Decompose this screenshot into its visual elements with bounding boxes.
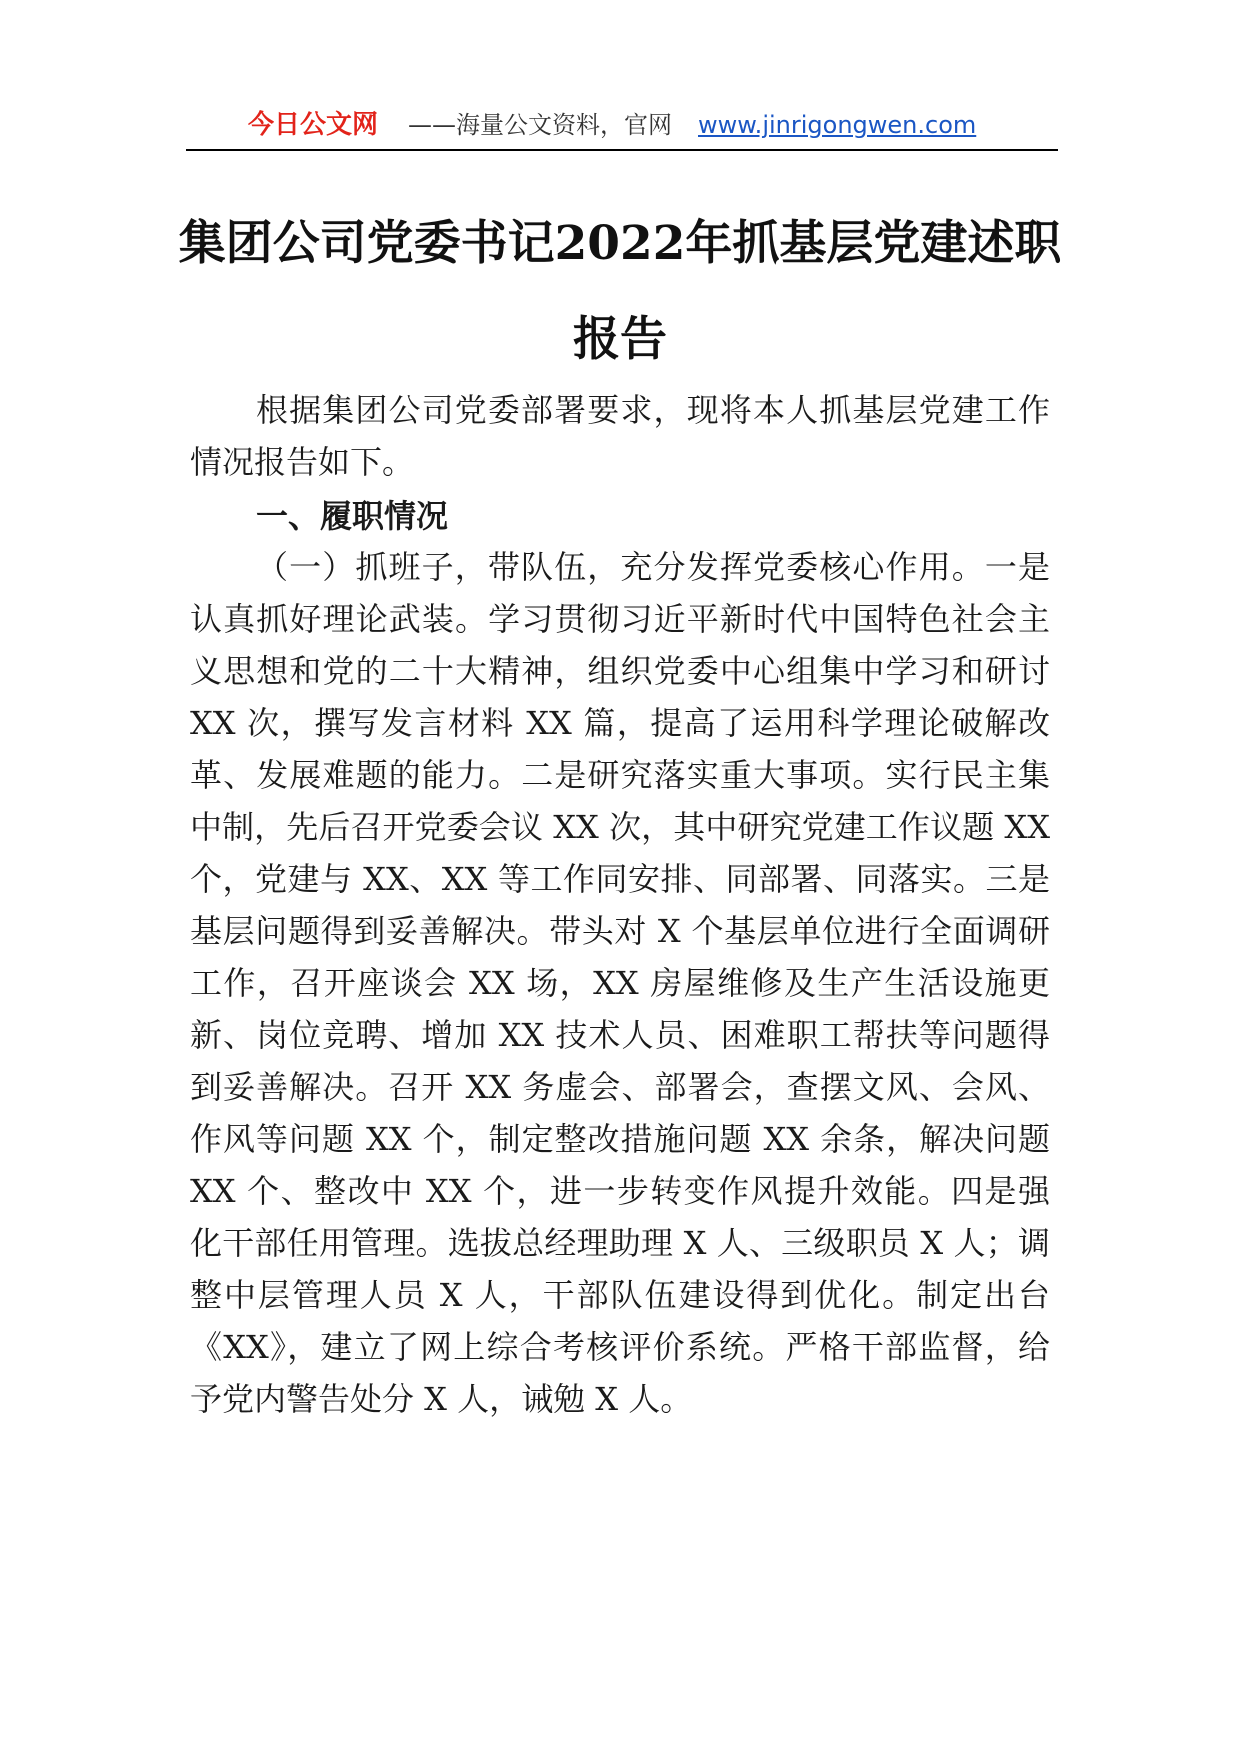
document-title: 集团公司党委书记2022年抓基层党建述职 [178,216,1062,271]
site-name: 今日公文网 [248,110,379,140]
body-line: 个，党建与 XX、XX 等工作同安排、同部署、同落实。三是 [190,860,1050,898]
body-line: （一）抓班子，带队伍，充分发挥党委核心作用。一是 [256,548,1050,586]
body-line: 新、岗位竞聘、增加 XX 技术人员、困难职工帮扶等问题得 [190,1016,1050,1054]
body-line: 工作，召开座谈会 XX 场，XX 房屋维修及生产生活设施更 [190,964,1050,1002]
body-line: 作风等问题 XX 个，制定整改措施问题 XX 余条，解决问题 [190,1120,1050,1158]
body-line: 基层问题得到妥善解决。带头对 X 个基层单位进行全面调研 [190,912,1050,950]
body-line: 化干部任用管理。选拔总经理助理 X 人、三级职员 X 人；调 [190,1224,1050,1262]
header-tagline: ——海量公文资料，官网 [408,111,672,139]
page-header [186,103,1058,147]
body-line: 《XX》，建立了网上综合考核评价系统。严格干部监督，给 [190,1328,1050,1366]
body-line: 义思想和党的二十大精神，组织党委中心组集中学习和研讨 [190,652,1050,690]
intro-line: 根据集团公司党委部署要求，现将本人抓基层党建工作 [256,391,1050,429]
section-heading: 一、履职情况 [256,497,449,535]
body-line: XX 次，撰写发言材料 XX 篇，提高了运用科学理论破解改 [190,704,1050,742]
body-line: 中制，先后召开党委会议 XX 次，其中研究党建工作议题 XX [190,808,1050,846]
body-line: 革、发展难题的能力。二是研究落实重大事项。实行民主集 [190,756,1050,794]
document-title-continued: 报告 [573,312,667,367]
body-line: 到妥善解决。召开 XX 务虚会、部署会，查摆文风、会风、 [190,1068,1050,1106]
body-line: 认真抓好理论武装。学习贯彻习近平新时代中国特色社会主 [190,600,1050,638]
header-divider [186,149,1058,151]
website-link[interactable]: www.jinrigongwen.com [698,111,977,139]
intro-line: 情况报告如下。 [190,443,415,481]
body-line: 整中层管理人员 X 人，干部队伍建设得到优化。制定出台 [190,1276,1050,1314]
body-line: XX 个、整改中 XX 个，进一步转变作风提升效能。四是强 [190,1172,1050,1210]
body-line: 予党内警告处分 X 人，诫勉 X 人。 [190,1380,693,1418]
